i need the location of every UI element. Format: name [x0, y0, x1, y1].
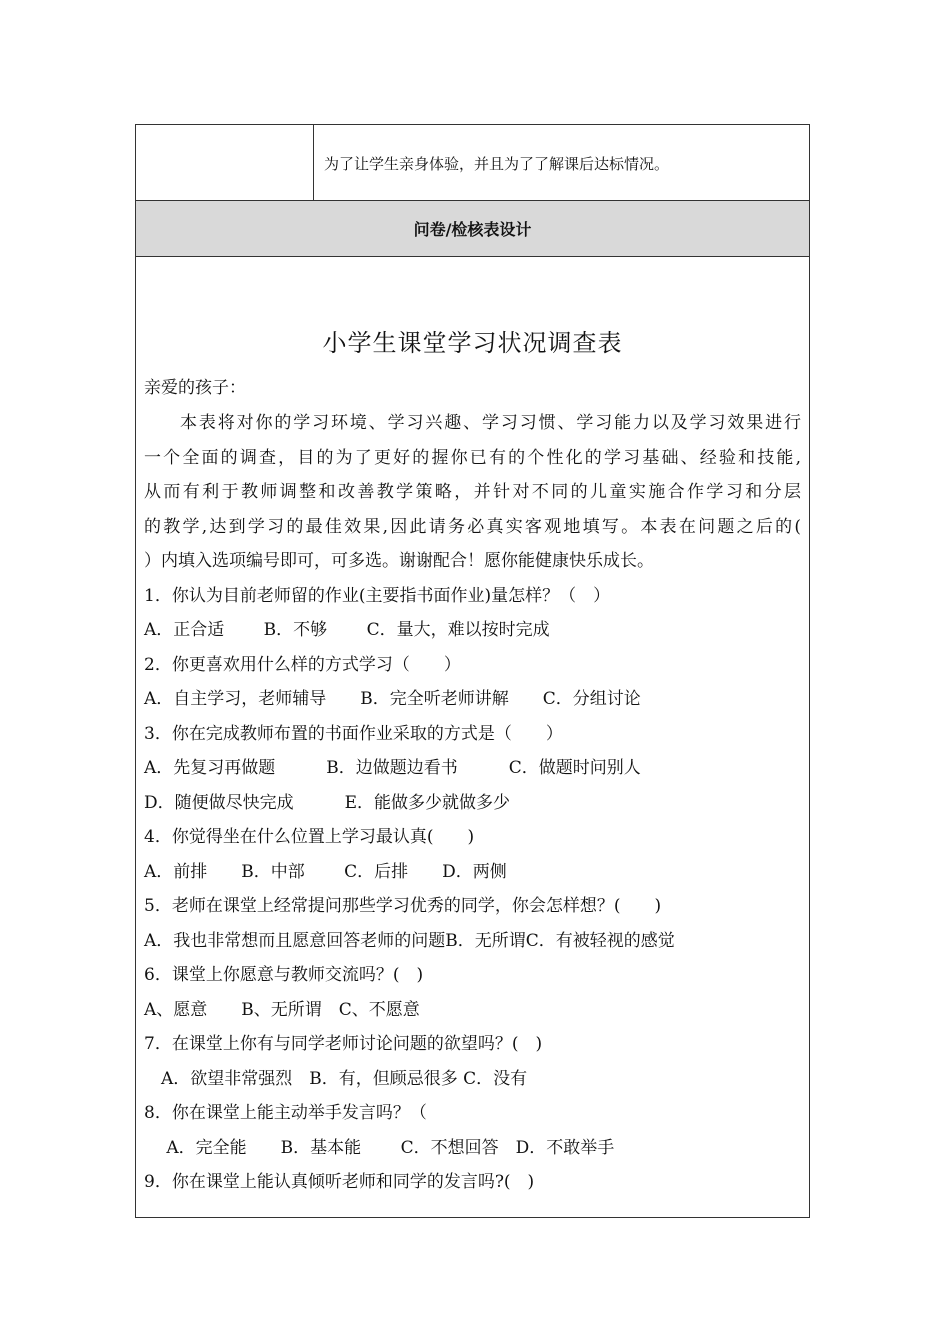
purpose-row	[136, 125, 809, 201]
survey-title: 小学生课堂学习状况调查表	[322, 329, 623, 357]
intro-line: ）内填入选项编号即可，可多选。谢谢配合！愿你能健康快乐成长。	[144, 551, 654, 571]
question-4: 4．你觉得坐在什么位置上学习最认真( )	[144, 827, 475, 847]
question-9: 9．你在课堂上能认真倾听老师和同学的发言吗?( )	[144, 1172, 535, 1192]
intro-line: 本表将对你的学习环境、学习兴趣、学习习惯、学习能力以及学习效果进行	[180, 413, 801, 433]
question-1: 1．你认为目前老师留的作业(主要指书面作业)量怎样？（ ）	[144, 586, 611, 606]
section-header: 问卷/检核表设计	[136, 201, 809, 257]
options-1: A．正合适 B．不够 C．量大，难以按时完成	[144, 620, 550, 640]
options-3b: D．随便做尽快完成 E．能做多少就做多少	[144, 793, 511, 813]
intro-line: 的教学,达到学习的最佳效果,因此请务必真实客观地填写。本表在问题之后的(	[144, 517, 801, 537]
intro-line: 从而有利于教师调整和改善教学策略，并针对不同的儿童实施合作学习和分层	[144, 482, 801, 502]
question-3: 3．你在完成教师布置的书面作业采取的方式是（ ）	[144, 724, 563, 744]
question-8: 8．你在课堂上能主动举手发言吗？（	[144, 1103, 427, 1123]
options-4: A．前排 B．中部 C．后排 D．两侧	[144, 862, 507, 882]
options-8: A．完全能 B．基本能 C．不想回答 D．不敢举手	[144, 1138, 615, 1158]
purpose-label-cell	[136, 125, 314, 200]
options-3a: A．先复习再做题 B．边做题边看书 C．做题时问别人	[144, 758, 641, 778]
question-7: 7．在课堂上你有与同学老师讨论问题的欲望吗？( )	[144, 1034, 543, 1054]
question-6: 6．课堂上你愿意与教师交流吗？( )	[144, 965, 424, 985]
purpose-text: 为了让学生亲身体验，并且为了了解课后达标情况。	[324, 155, 670, 173]
options-6: A、愿意 B、无所谓 C、不愿意	[144, 1000, 420, 1020]
question-5: 5．老师在课堂上经常提问那些学习优秀的同学，你会怎样想？( )	[144, 896, 662, 916]
survey-table	[135, 124, 810, 1218]
greeting: 亲爱的孩子：	[144, 378, 246, 398]
options-5: A．我也非常想而且愿意回答老师的问题B．无所谓C．有被轻视的感觉	[144, 931, 675, 951]
intro-line: 一个全面的调查，目的为了更好的握你已有的个性化的学习基础、经验和技能,	[144, 448, 801, 468]
options-2: A．自主学习，老师辅导 B．完全听老师讲解 C．分组讨论	[144, 689, 641, 709]
options-7: A．欲望非常强烈 B．有，但顾忌很多 C．没有	[144, 1069, 528, 1089]
question-2: 2．你更喜欢用什么样的方式学习（ ）	[144, 655, 461, 675]
